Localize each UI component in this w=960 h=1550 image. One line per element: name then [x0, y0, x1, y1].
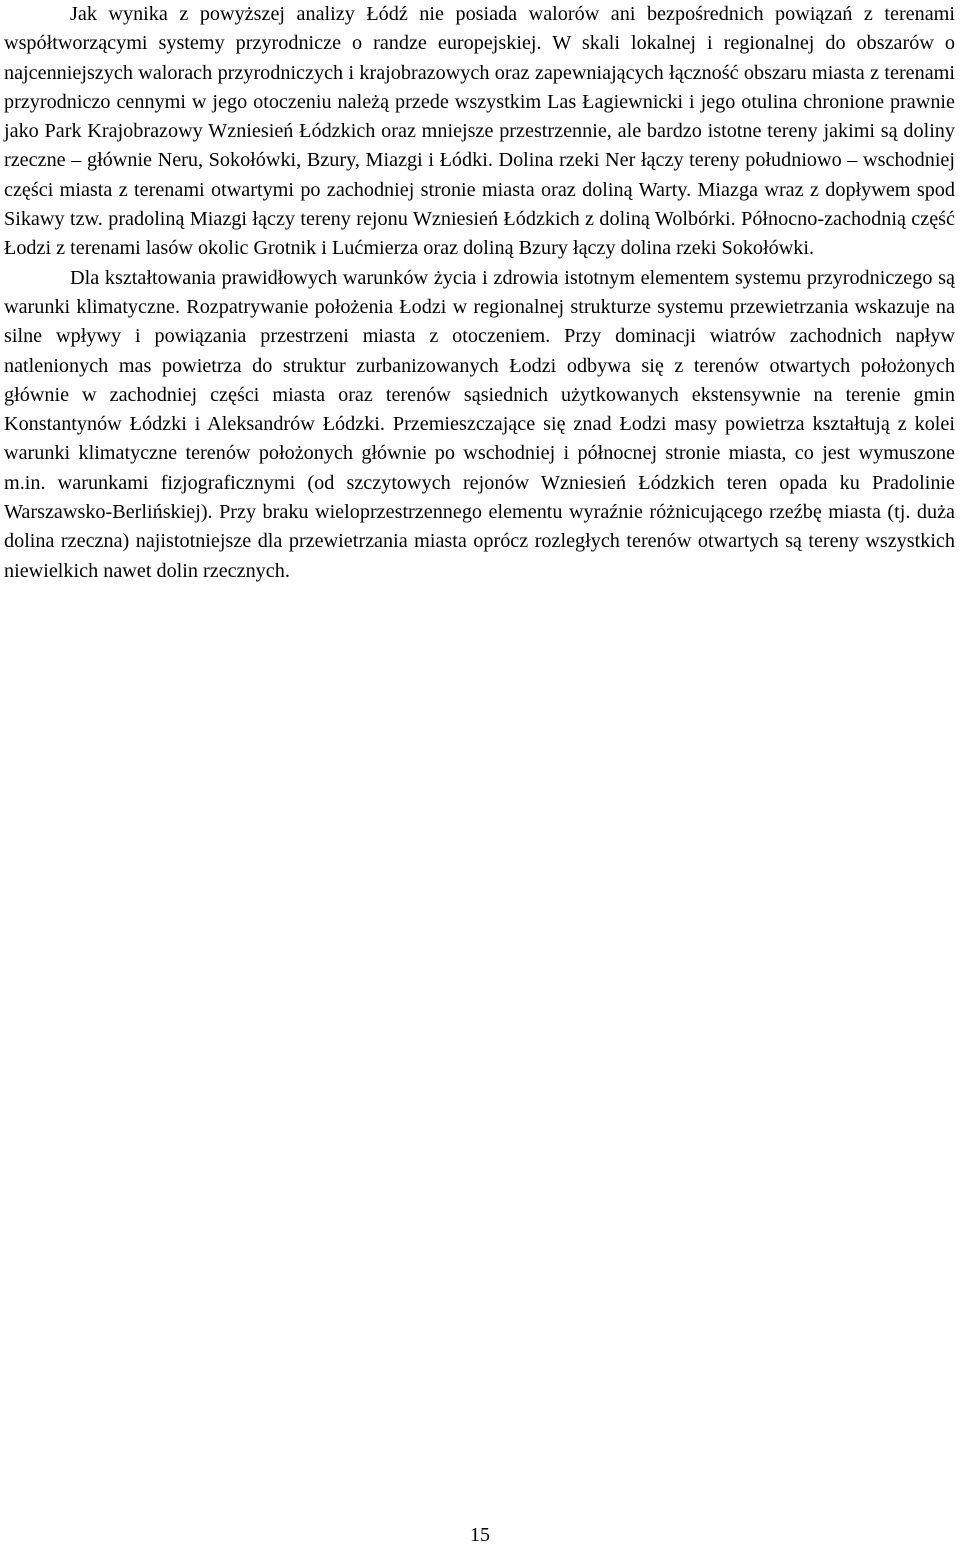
document-page: [4, 0, 955, 586]
page-number: 15: [470, 1524, 490, 1546]
paragraph-ecological-links: Jak wynika z powyższej analizy Łódź nie posiada walorów ani bezpośrednich powiązań z terenami współtworzącymi systemy przyrodnicze o randze europejskiej. W skali lokalnej i regionalnej do obszarów o najcenniejszych walorach przyrodniczych i krajobrazowych oraz zapewniających łączność obszaru miasta z terenami przyrodniczo cennymi w jego otoczeniu należą przede wszystkim Las Łagiewnicki i jego otulina chronione prawnie jako Park Krajobrazowy Wzniesień Łódzkich oraz mniejsze przestrzennie, ale bardzo istotne tereny jakimi są doliny rzeczne – głównie Neru, Sokołówki, Bzury, Miazgi i Łódki. Dolina rzeki Ner łączy tereny południowo – wschodniej części miasta z terenami otwartymi po zachodniej stronie miasta oraz doliną Warty. Miazga wraz z dopływem spod Sikawy tzw. pradoliną Miazgi łączy tereny rejonu Wzniesień Łódzkich z doliną Wolbórki. Północno-zachodnią część Łodzi z terenami lasów okolic Grotnik i Lućmierza oraz doliną Bzury łączy dolina rzeki Sokołówki.: [4, 3, 955, 260]
paragraph-climate-ventilation: Dla kształtowania prawidłowych warunków życia i zdrowia istotnym elementem systemu przyrodniczego są warunki klimatyczne. Rozpatrywanie położenia Łodzi w regionalnej strukturze systemu przewietrzania wskazuje na silne wpływy i powiązania przestrzeni miasta z otoczeniem. Przy dominacji wiatrów zachodnich napływ natlenionych mas powietrza do struktur zurbanizowanych Łodzi odbywa się z terenów otwartych położonych głównie w zachodniej części miasta oraz terenów sąsiednich użytkowanych ekstensywnie na terenie gmin Konstantynów Łódzki i Aleksandrów Łódzki. Przemieszczające się znad Łodzi masy powietrza kształtują z kolei warunki klimatyczne terenów położonych głównie po wschodniej i północnej stronie miasta, co jest wymuszone m.in. warunkami fizjograficznymi (od szczytowych rejonów Wzniesień Łódzkich teren opada ku Pradolinie Warszawsko-Berlińskiej). Przy braku wieloprzestrzennego elementu wyraźnie różnicującego rzeźbę miasta (tj. duża dolina rzeczna) najistotniejsze dla przewietrzania miasta oprócz rozległych terenów otwartych są tereny wszystkich niewielkich nawet dolin rzecznych.: [4, 266, 955, 582]
